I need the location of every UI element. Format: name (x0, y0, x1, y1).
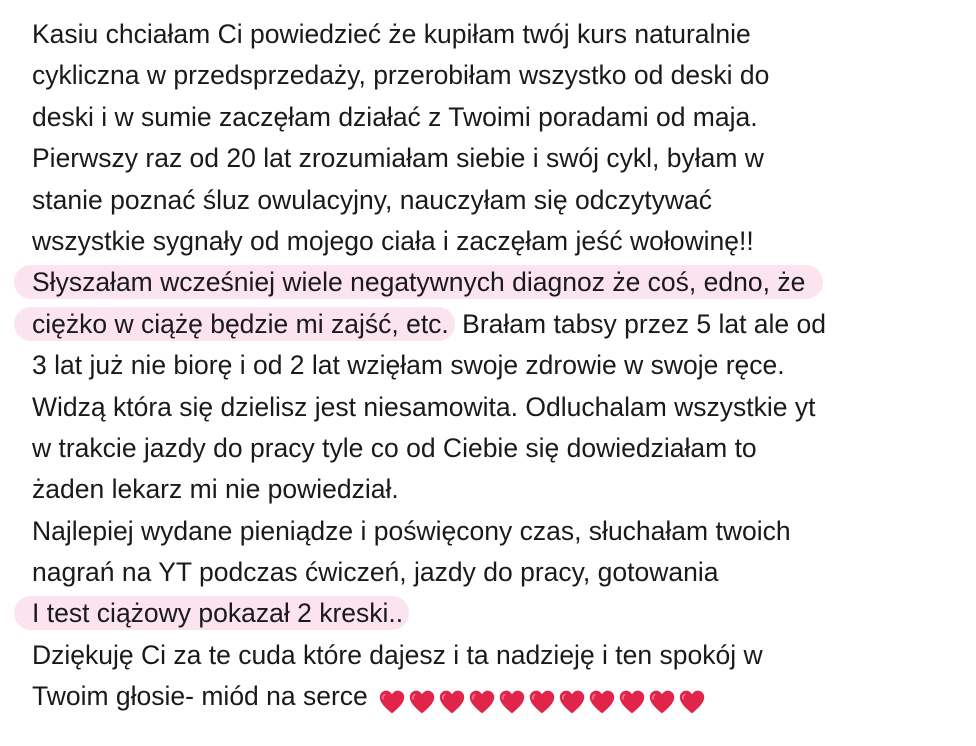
message-line: deski i w sumie zaczęłam działać z Twoimi poradami od maja. (32, 101, 758, 132)
heart-icon (439, 689, 465, 715)
message-line: wszystkie sygnały od mojego ciała i zaczęłam jeść wołowinę!! (32, 225, 754, 256)
message-line-highlighted (32, 593, 962, 634)
heart-icon (469, 689, 495, 715)
message-line: cykliczna w przedsprzedaży, przerobiłam wszystko od deski do (32, 60, 770, 91)
heart-icon (499, 689, 525, 715)
heart-icon (649, 689, 675, 715)
message-line: w trakcie jazdy do pracy tyle co od Ciebie się dowiedziałam to (32, 432, 757, 463)
heart-icon (559, 689, 585, 715)
message-line: Widzą która się dzielisz jest niesamowita. Odluchalam wszystkie yt (32, 391, 816, 422)
text-highlight: I test ciążowy pokazał 2 kreski.. (14, 596, 409, 630)
message-text: Brałam tabsy przez 5 lat ale od (462, 308, 826, 339)
heart-icon (529, 689, 555, 715)
message-line-highlighted (32, 262, 962, 303)
message-line: Dziękuję Ci za te cuda które dajesz i ta nadzieję i ten spokój w (32, 639, 763, 670)
message-line: żaden lekarz mi nie powiedział. (32, 474, 399, 505)
heart-icon (589, 689, 615, 715)
heart-icon (379, 689, 405, 715)
message-line-mixed (32, 304, 962, 345)
message-line: Pierwszy raz od 20 lat zrozumiałam siebie i swój cykl, byłam w (32, 143, 764, 174)
message-line: Najlepiej wydane pieniądze i poświęcony czas, słuchałam twoich (32, 515, 791, 546)
message-line-last (32, 676, 962, 717)
message-text: Twoim głosie- miód na serce (32, 681, 368, 712)
heart-icon (409, 689, 435, 715)
message-line: nagrań na YT podczas ćwiczeń, jazdy do pracy, gotowania (32, 557, 719, 588)
hearts-row (379, 680, 709, 721)
message-line: Kasiu chciałam Ci powiedzieć że kupiłam twój kurs naturalnie (32, 19, 751, 49)
message-line: 3 lat już nie biorę i od 2 lat wzięłam swoje zdrowie w swoje ręce. (32, 350, 785, 381)
testimonial-message (32, 14, 962, 718)
message-line: stanie poznać śluz owulacyjny, nauczyłam się odczytywać (32, 184, 712, 215)
text-highlight: ciężko w ciążę będzie mi zajść, etc. (14, 307, 455, 341)
heart-icon (619, 689, 645, 715)
heart-icon (679, 689, 705, 715)
text-highlight: Słyszałam wcześniej wiele negatywnych diagnoz że coś, edno, że (14, 265, 823, 299)
